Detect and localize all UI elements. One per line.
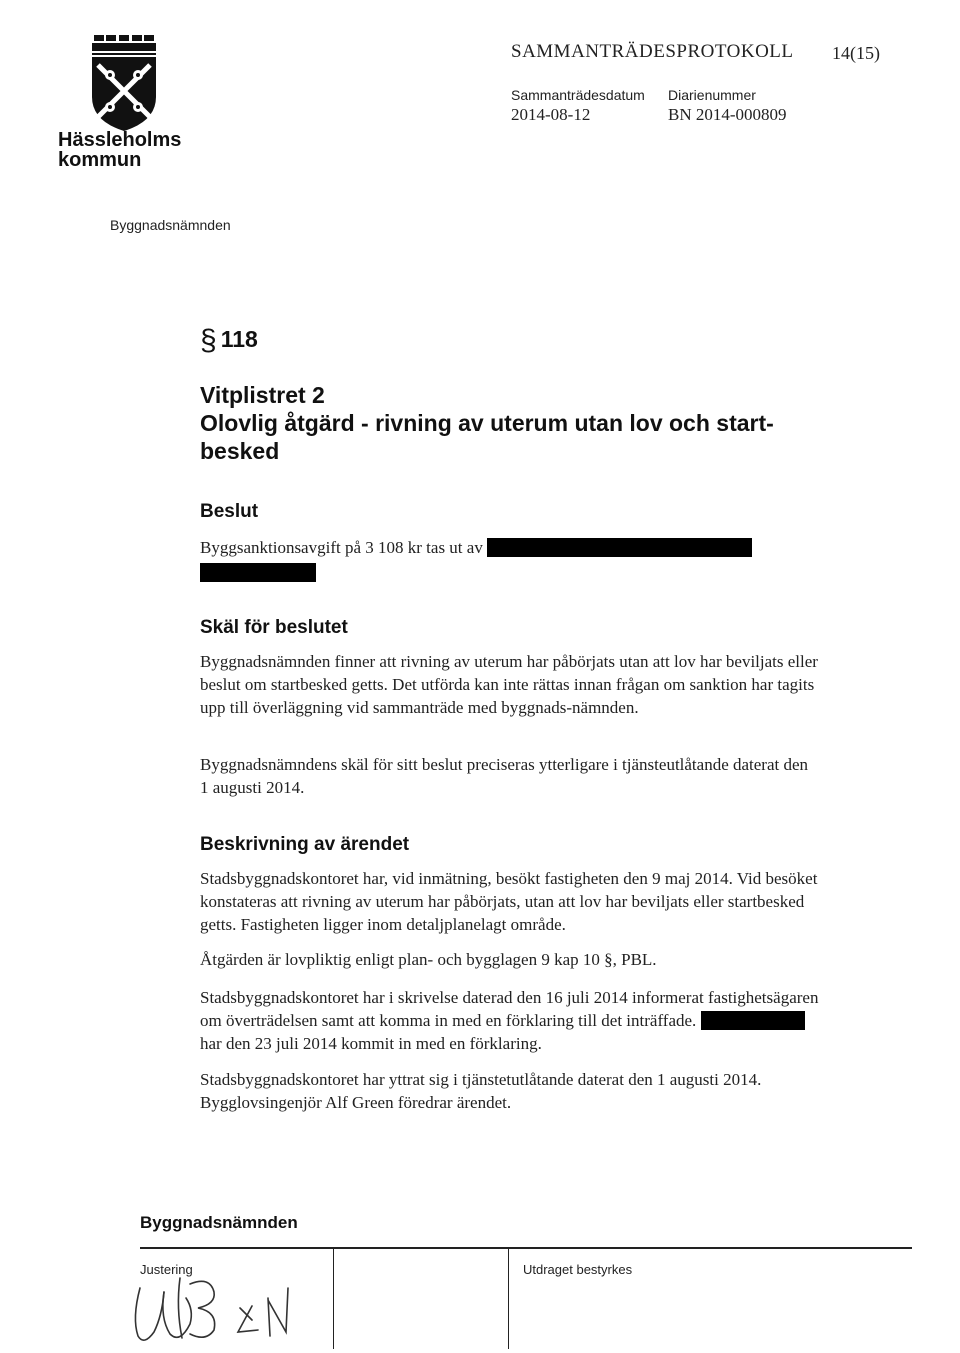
meeting-date-label: Sammanträdesdatum [511, 87, 645, 103]
footer-committee-name: Byggnadsnämnden [140, 1213, 298, 1232]
decision-text [200, 536, 820, 584]
reasons-heading: Skäl för beslutet [200, 617, 348, 638]
committee-name: Byggnadsnämnden [110, 217, 231, 233]
extract-certified-label: Utdraget bestyrkes [523, 1262, 633, 1277]
municipality-name-line2: kommun [58, 149, 142, 171]
reasons-paragraph-2: Byggnadsnämndens skäl för sitt beslut preciseras ytterligare i tjänsteutlåtande daterat den 1 augusti 2014. [200, 755, 809, 797]
redaction-block [200, 563, 316, 582]
meeting-date-value: 2014-08-12 [511, 105, 591, 124]
paragraph-sign-icon: § [200, 324, 217, 357]
municipality-name [58, 130, 181, 170]
redaction-block [487, 538, 752, 557]
section-number [200, 324, 258, 358]
municipality-crest-icon [92, 35, 156, 133]
description-paragraph-3b: har den 23 juli 2014 kommit in med en förklaring. [200, 1034, 542, 1053]
description-heading: Beskrivning av ärendet [200, 834, 410, 855]
description-paragraph-4: Stadsbyggnadskontoret har yttrat sig i tjänstetutlåtande daterat den 1 augusti 2014. Bygglovsingenjör Alf Green föredrar ärendet. [200, 1070, 762, 1112]
case-number-value: BN 2014-000809 [668, 105, 787, 124]
case-title [200, 381, 840, 465]
description-paragraph-2: Åtgärden är lovpliktig enligt plan- och bygglagen 9 kap 10 §, PBL. [200, 950, 657, 969]
case-title-line3: besked [200, 438, 280, 464]
document-title: SAMMANTRÄDESPROTOKOLL [511, 41, 794, 62]
description-paragraph-3a: Stadsbyggnadskontoret har i skrivelse daterad den 16 juli 2014 informerat fastighetsägaren om överträdelsen samt att komma in med en förklaring till det inträffade. [200, 988, 819, 1030]
case-title-line1: Vitplistret 2 [200, 382, 325, 408]
decision-text-body: Byggsanktionsavgift på 3 108 kr tas ut av [200, 538, 483, 557]
municipality-name-line1: Hässleholms [58, 129, 182, 151]
section-number-value: 118 [220, 326, 258, 352]
justering-label: Justering [140, 1262, 193, 1277]
case-title-line2: Olovlig åtgärd - rivning av uterum utan lov och start- [200, 410, 774, 436]
redaction-block [701, 1011, 805, 1030]
decision-heading: Beslut [200, 501, 259, 522]
description-paragraph-1: Stadsbyggnadskontoret har, vid inmätning, besökt fastigheten den 9 maj 2014. Vid besöket konstateras att rivning av uterum har påbörjats, utan att lov har beviljats eller startbesked getts. Fastigheten ligger inom detaljplanelagt område. [200, 869, 818, 934]
page-number: 14(15) [832, 43, 880, 63]
reasons-paragraph-1: Byggnadsnämnden finner att rivning av uterum har påbörjats utan att lov har beviljats eller beslut om startbesked getts. Det utförda kan inte rättas innan frågan om sanktion har tagits upp till överläggning vid sammanträde med byggnads-nämnden. [200, 652, 818, 717]
handwritten-signature [110, 1248, 310, 1353]
footer-column-divider [508, 1249, 509, 1349]
footer-column-divider [333, 1249, 334, 1349]
description-paragraph-3 [200, 986, 820, 1055]
case-number-label: Diarienummer [668, 87, 756, 103]
